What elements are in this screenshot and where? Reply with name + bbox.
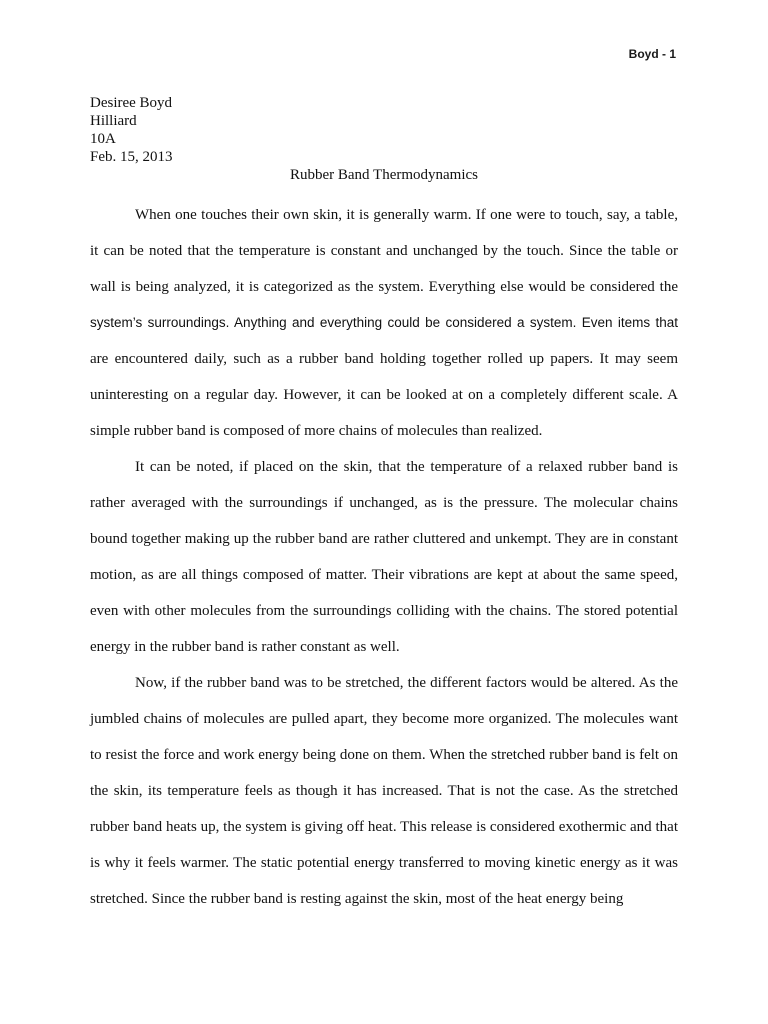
paragraph-1-part-c: are encountered daily, such as a rubber band holding together rolled up papers. It may seem uninteresting on a regular day. However, it can be looked at on a completely different scale. A simple rubber band is composed of more chains of molecules than realized. <box>90 351 678 439</box>
paragraph-1-part-a: When one touches their own skin, it is generally warm. If one were to touch, say, a table, it can be noted that the temperature is constant and unchanged by the touch. Since the table or wall is being analyzed, it is categorized as the system. Everything else would be considered the <box>90 207 678 295</box>
essay-title: Rubber Band Thermodynamics <box>289 167 479 183</box>
essay-body <box>90 197 678 917</box>
mla-heading <box>90 94 173 166</box>
author-name: Desiree Boyd <box>90 95 173 111</box>
running-head: Boyd - 1 <box>628 47 676 61</box>
paragraph-3: Now, if the rubber band was to be stretched, the different factors would be altered. As the jumbled chains of molecules are pulled apart, they become more organized. The molecules want to resist the force and work energy being done on them. When the stretched rubber band is felt on the skin, its temperature feels as though it has increased. That is not the case. As the stretched rubber band heats up, the system is giving off heat. This release is considered exothermic and that is why it feels warmer. The static potential energy transferred to moving kinetic energy as it was stretched. Since the rubber band is resting against the skin, most of the heat energy being <box>90 675 678 907</box>
paragraph-1 <box>90 197 678 449</box>
paragraph-1-part-b: system’s surroundings. Anything and everything could be considered a system. Even items that <box>90 315 678 330</box>
paragraph-2: It can be noted, if placed on the skin, that the temperature of a relaxed rubber band is rather averaged with the surroundings if unchanged, as is the pressure. The molecular chains bound together making up the rubber band are rather cluttered and unkempt. They are in constant motion, as are all things composed of matter. Their vibrations are kept at about the same speed, even with other molecules from the surroundings colliding with the chains. The stored potential energy in the rubber band is rather constant as well. <box>90 459 678 655</box>
class-period: 10A <box>90 131 116 147</box>
teacher-name: Hilliard <box>90 113 137 129</box>
essay-date: Feb. 15, 2013 <box>90 149 173 165</box>
